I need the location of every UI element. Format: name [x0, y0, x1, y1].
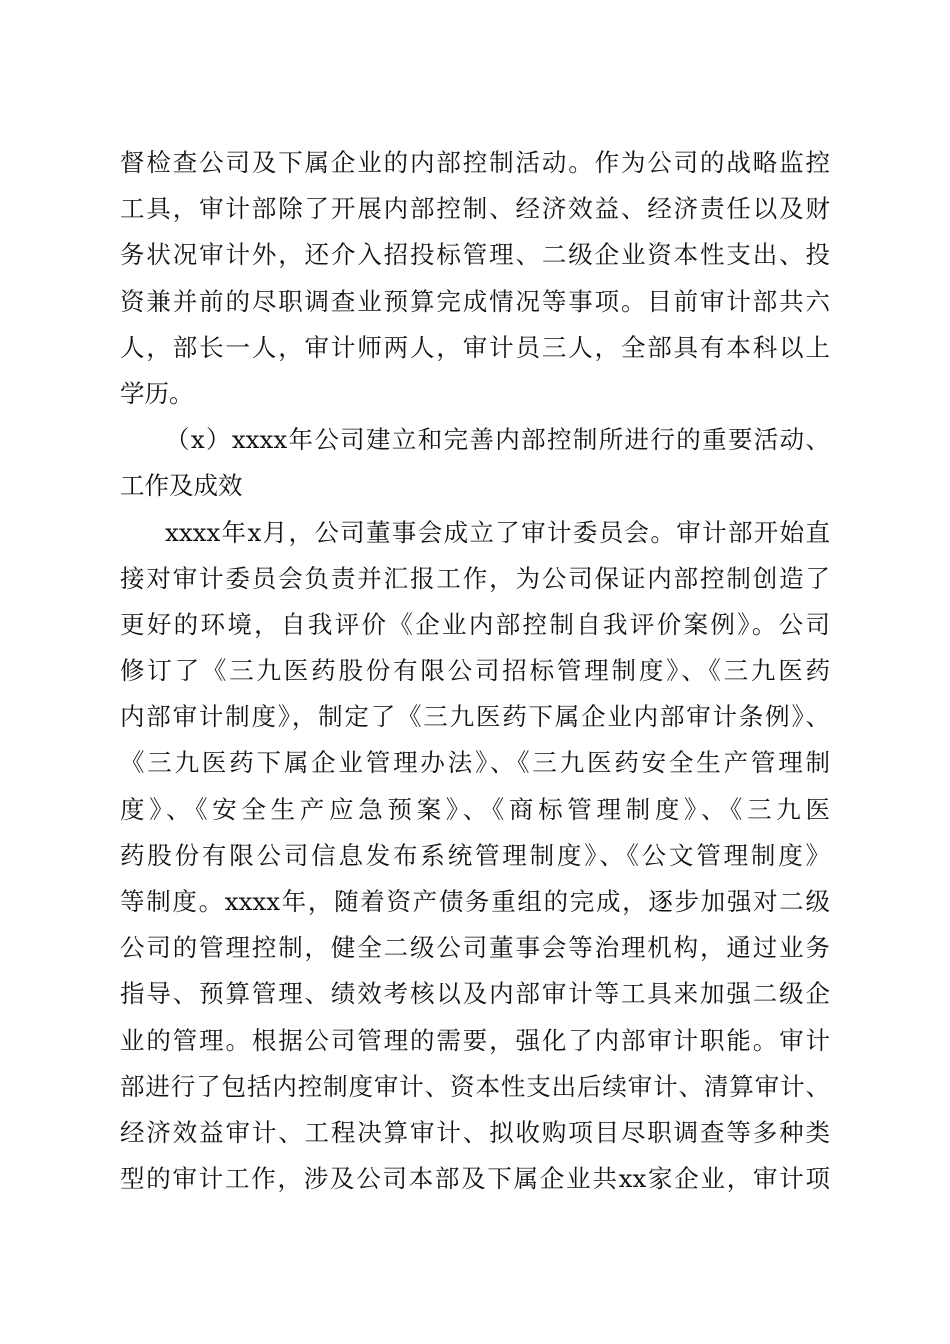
document-body: [120, 140, 830, 1202]
paragraph-line: 务状况审计外，还介入招投标管理、二级企业资本性支出、投: [120, 240, 830, 270]
paragraph-line: 药股份有限公司信息发布系统管理制度》、《公文管理制度》: [120, 840, 830, 870]
paragraph-line: 经济效益审计、工程决算审计、拟收购项目尽职调查等多种类: [120, 1117, 830, 1147]
paragraph-line: 度》、《安全生产应急预案》、《商标管理制度》、《三九医: [120, 794, 830, 824]
paragraph-line: 公司的管理控制，健全二级公司董事会等治理机构，通过业务: [120, 933, 830, 963]
paragraph-line: 《三九医药下属企业管理办法》、《三九医药安全生产管理制: [120, 748, 830, 778]
paragraph-line: 部进行了包括内控制度审计、资本性支出后续审计、清算审计、: [120, 1071, 830, 1101]
paragraph-line: 内部审计制度》，制定了《三九医药下属企业内部审计条例》、: [120, 702, 830, 732]
paragraph-line: 接对审计委员会负责并汇报工作，为公司保证内部控制创造了: [120, 563, 830, 593]
paragraph-line: 学历。: [120, 378, 194, 408]
paragraph-line: 更好的环境，自我评价《企业内部控制自我评价案例》。公司: [120, 609, 830, 639]
paragraph-line: 业的管理。根据公司管理的需要，强化了内部审计职能。审计: [120, 1025, 830, 1055]
paragraph-line: 督检查公司及下属企业的内部控制活动。作为公司的战略监控: [120, 148, 830, 177]
paragraph-line: 指导、预算管理、绩效考核以及内部审计等工具来加强二级企: [120, 979, 830, 1009]
paragraph-line: 等制度。xxxx年，随着资产债务重组的完成，逐步加强对二级: [120, 887, 830, 916]
paragraph-line: 型的审计工作，涉及公司本部及下属企业共xx家企业，审计项: [120, 1164, 830, 1194]
paragraph-line: xxxx年x月，公司董事会成立了审计委员会。审计部开始直: [165, 517, 830, 547]
paragraph-line: 资兼并前的尽职调查业预算完成情况等事项。目前审计部共六: [120, 286, 830, 316]
paragraph-line: 人，部长一人，审计师两人，审计员三人，全部具有本科以上: [120, 332, 830, 362]
section-heading-line: （x）xxxx年公司建立和完善内部控制所进行的重要活动、: [165, 425, 830, 455]
paragraph-line: 修订了《三九医药股份有限公司招标管理制度》、《三九医药: [120, 656, 830, 686]
paragraph-line: 工具，审计部除了开展内部控制、经济效益、经济责任以及财: [120, 194, 830, 224]
section-heading-line: 工作及成效: [120, 471, 243, 501]
